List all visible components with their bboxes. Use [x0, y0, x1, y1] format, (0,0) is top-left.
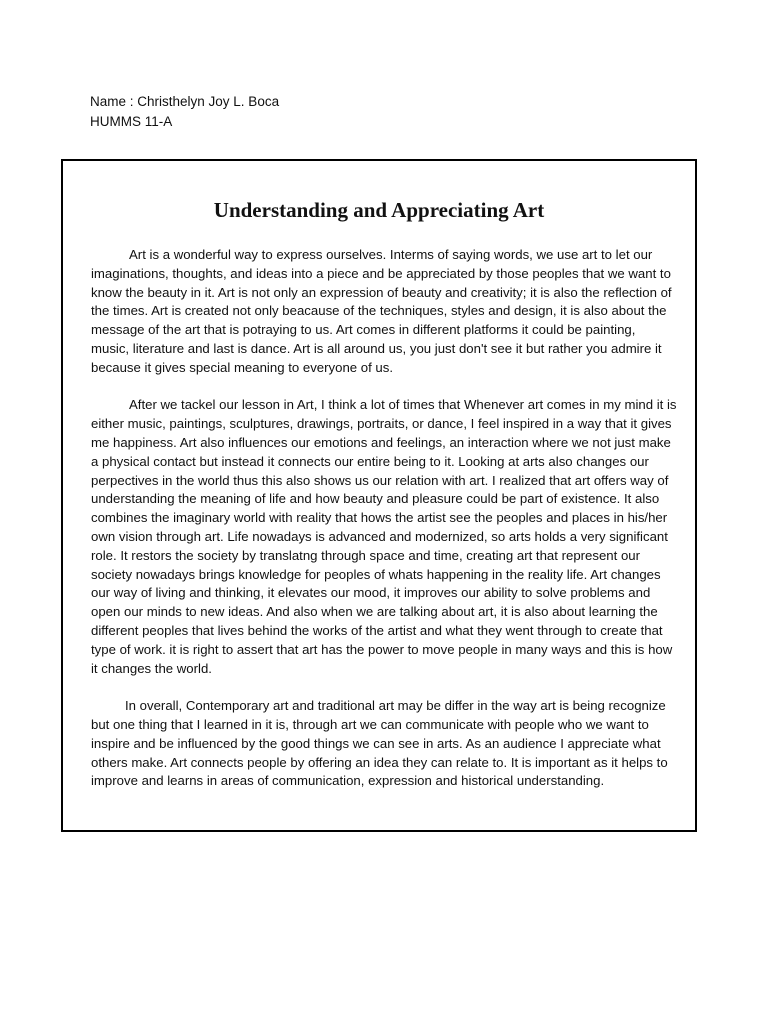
student-name: Name : Christhelyn Joy L. Boca [90, 94, 280, 109]
document-header [90, 92, 279, 132]
essay-title: Understanding and Appreciating Art [213, 198, 545, 222]
essay-box [61, 159, 697, 832]
essay-paragraph-3: In overall, Contemporary art and traditional art may be differ in the way art is being recognize but one thing that I learned in it is, through art we can communicate with people who we want to inspire and be influenced by the good things we can see in arts. As an audience I appreciate what others make. Art connects people by offering an idea they can relate to. It is important as it helps to improve and learns in areas of communication, expression and historical understanding. [91, 698, 668, 789]
essay-body [91, 246, 677, 810]
essay-paragraph-1: Art is a wonderful way to express ourselves. Interms of saying words, we use art to let our imaginations, thoughts, and ideas into a piece and be appreciated by those peoples that we want to know the beauty in it. Art is not only an expression of beauty and creativity; it is also the reflection of the times. Art is created not only beacause of the techniques, styles and design, it is also about the message of the art that is potraying to us. Art comes in different platforms it could be painting, music, literature and last is dance. Art is all around us, you just don't see it but rather you admire it because it gives special meaning to everyone of us. [91, 247, 672, 375]
essay-paragraph-2: After we tackel our lesson in Art, I think a lot of times that Whenever art comes in my mind it is either music, paintings, sculptures, drawings, portraits, or dance, I feel inspired in a way that it gives me happiness. Art also influences our emotions and feelings, an interaction where we not just make a physical contact but instead it connects our entire being to it. Looking at arts also changes our perpectives in the world thus this also shows us our relation with art. I realized that art offers way of understanding the meaning of life and how beauty and pleasure could be part of existence. It also combines the imaginary world with reality that hows the artist see the peoples and places in his/her own vision through art. Life nowadays is advanced and modernized, so arts holds a very significant role. It restors the society by translatng through space and time, creating art that represent our society nowadays brings knowledge for peoples of whats happening in the reality life. Art changes our way of living and thinking, it elevates our mood, it improves our ability to solve problems and open our minds to new ideas. And also when we are talking about art, it is also about learning the different peoples that lives behind the works of the artist and what they went through to create that type of work. it is right to assert that art has the power to move people in many ways and this is how it changes the world. [91, 397, 677, 676]
student-section: HUMMS 11-A [90, 114, 173, 129]
